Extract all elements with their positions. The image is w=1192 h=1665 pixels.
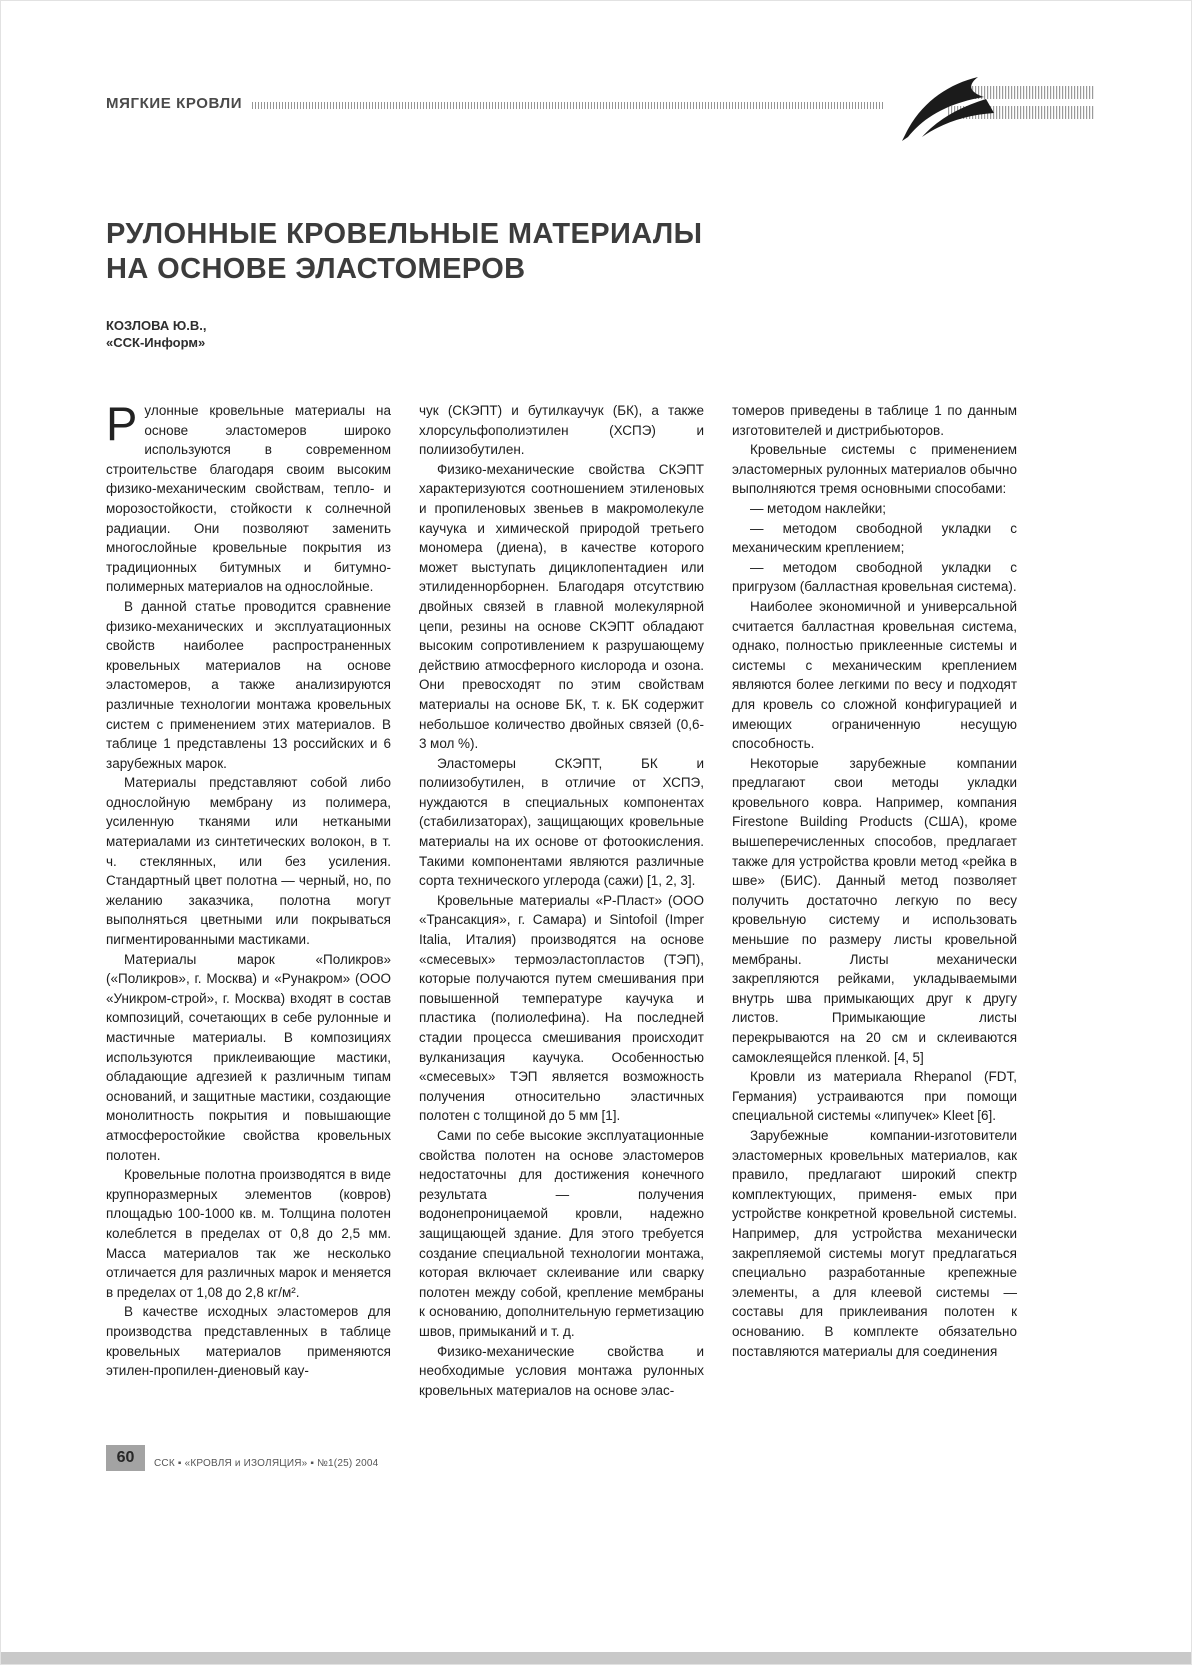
article-title-line1: РУЛОННЫЕ КРОВЕЛЬНЫЕ МАТЕРИАЛЫ	[106, 218, 703, 250]
list-item-paragraph: — методом свободной укладки с пригрузом (балластная кровельная система).	[732, 559, 1017, 595]
column-3	[732, 401, 1017, 1406]
article-title	[106, 217, 702, 287]
paragraph: Кровли из материала Rhepanol (FDT, Германия) устраиваются при помощи специальной системы «липучек» Kleet [6].	[732, 1069, 1017, 1124]
article-body	[106, 401, 1017, 1406]
paragraph: Наиболее экономичной и универсальной считается балластная кровельная система, однако, полностью приклеенные системы и системы с механическим креплением являются более легкими по весу и подходят для кровель со сложной конфигурацией и имеющих ограниченную несущую способность.	[732, 598, 1017, 752]
page-number-box	[106, 1445, 145, 1471]
column-1	[106, 401, 391, 1406]
paragraph: чук (СКЭПТ) и бутилкаучук (БК), а также хлорсульфополиэтилен (ХСПЭ) и полиизобутилен.	[419, 403, 704, 458]
author-block	[106, 317, 206, 351]
footer-imprint: ССК ▪ «КРОВЛЯ и ИЗОЛЯЦИЯ» ▪ №1(25) 2004	[154, 1458, 379, 1469]
paragraph	[106, 401, 391, 597]
page-number: 60	[116, 1449, 135, 1466]
paragraph: Кровельные полотна производятся в виде крупноразмерных элементов (ковров) площадью 100-1000 кв. м. Толщина полотен колеблется в пределах от 0,8 до 2,5 мм. Масса материалов так же несколько отличается для различных марок и меняется в пределах от 1,08 до 2,8 кг/м².	[106, 1167, 391, 1300]
list-item-paragraph: — методом свободной укладки с механическим креплением;	[732, 520, 1017, 556]
paragraph: В качестве исходных эластомеров для производства представленных в таблице кровельных материалов применяются этилен-пропилен-диеновый кау-	[106, 1304, 391, 1379]
author-name: КОЗЛОВА Ю.В.,	[106, 318, 207, 333]
paragraph-text: улонные кровельные материалы на основе эластомеров широко используются в современном строительстве благодаря своим высоким физико-механическим свойствам, тепло- и морозостойкости, стойкости к солнечной радиации. Они позволяют заменить многослойные кровельные покрытия из традиционных битумных и битумно-полимерных материалов на однослойные.	[106, 403, 391, 595]
paragraph: Материалы представляют собой либо однослойную мембрану из полимера, усиленную тканями или неткаными материалами из синтетических волокон, в т. ч. стеклянных, или без усиления. Стандартный цвет полотна — черный, но, по желанию заказчика, полотна могут выполняться цветными или покрываться пигментированными мастиками.	[106, 775, 391, 948]
article-title-line2: НА ОСНОВЕ ЭЛАСТОМЕРОВ	[106, 253, 526, 285]
bottom-edge-strip	[1, 1652, 1191, 1664]
paragraph: Кровельные системы с применением эластомерных рулонных материалов обычно выполняются тремя основными способами:	[732, 442, 1017, 497]
paragraph: Физико-механические свойства СКЭПТ характеризуются соотношением этиленовых и пропиленовых звеньев в макромолекуле каучука и химической природой третьего мономера (диена), в качестве которого может выступать дициклопентадиен или этилиденнорборнен. Благодаря отсутствию двойных связей в главной молекулярной цепи, резины на основе СКЭПТ обладают высоким сопротивлением к разрушающему действию атмосферного кислорода и озона. Они превосходят по этим свойствам материалы на основе БК, т. к. БК содержит небольшое количество двойных связей (0,6-3 мол %).	[419, 461, 704, 752]
paragraph: Материалы марок «Поликров» («Поликров», г. Москва) и «Рунакром» (ООО «Уникром-строй», г. Москва) входят в состав композиций, сочетающих в себе рулонные и мастичные материалы. В композициях используются приклеивающие мастики, обладающие адгезией к различным типам оснований, и защитные мастики, создающие монолитность покрытия и повышающие атмосферостойкие свойства кровельных полотен.	[106, 951, 391, 1163]
paragraph: Кровельные материалы «Р-Пласт» (ООО «Трансакция», г. Самара) и Sintofoil (Imper Italia, Италия) производятся на основе «смесевых» термоэластопластов (ТЭП), которые получаются путем смешивания при повышенной температуре каучука и пластика (полиолефина). На последней стадии процесса смешивания происходит вулканизация каучука. Особенностью «смесевых» ТЭП является возможность получения относительно эластичных полотен с толщиной до 5 мм [1].	[419, 892, 704, 1124]
list-item-paragraph: — методом наклейки;	[750, 500, 886, 516]
column-2	[419, 401, 704, 1406]
masthead	[106, 95, 884, 112]
header-hatch-rule	[252, 102, 884, 109]
page-footer	[106, 1445, 378, 1471]
section-header: МЯГКИЕ КРОВЛИ	[106, 95, 243, 112]
paragraph: томеров приведены в таблице 1 по данным изготовителей и дистрибьюторов.	[732, 403, 1017, 438]
paragraph: Физико-механические свойства и необходимые условия монтажа рулонных кровельных материалов на основе элас-	[419, 1343, 704, 1398]
paragraph: Эластомеры СКЭПТ, БК и полиизобутилен, в отличие от ХСПЭ, нуждаются в специальных компонентах (стабилизаторах), защищающих кровельные материалы на их основе от фотоокисления. Такими компонентами являются различные сорта технического углерода (сажи) [1, 2, 3].	[419, 755, 704, 889]
paragraph: В данной статье проводится сравнение физико-механических и эксплуатационных свойств наиболее распространенных кровельных материалов на основе эластомеров, а также анализируются различные технологии монтажа кровельных систем с применением этих материалов. В таблице 1 представлены 13 российских и 6 зарубежных марок.	[106, 598, 391, 771]
dropcap: Р	[106, 401, 138, 450]
publisher-swoosh-logo-icon	[894, 77, 1094, 141]
author-affiliation: «ССК-Информ»	[106, 335, 206, 350]
paragraph: Зарубежные компании-изготовители эластомерных кровельных материалов, как правило, предлагают широкий спектр комплектующих, применя- емых при устройстве конкретной кровельной системы. Например, для устройства механически закрепляемой системы могут предлагаться специально разработанные крепежные элементы, а для клеевой системы — составы для приклеивания полотен к основанию. В комплекте обязательно поставляются материалы для соединения	[732, 1127, 1017, 1359]
paragraph: Сами по себе высокие эксплуатационные свойства полотен на основе эластомеров недостаточны для достижения конечного результата — получения водонепроницаемой кровли, надежно защищающей здание. Для этого требуется создание специальной технологии монтажа, которая включает склеивание или сварку полотен между собой, крепление мембраны к основанию, дополнительную герметизацию швов, примыканий и т. д.	[419, 1127, 704, 1339]
paragraph: Некоторые зарубежные компании предлагают свои методы укладки кровельного ковра. Например, компания Firestone Building Products (США), кроме вышеперечисленных способов, предлагает также для устройства кровли метод «рейка в шве» (БИС). Данный метод позволяет получить достаточно легкую по весу кровельную систему и использовать меньшие по размеру листы кровельной мембраны. Листы механически закрепляются рейками, укладываемыми внутрь шва примыкающих друг к другу листов. Примыкающие листы перекрываются на 20 см и склеиваются самоклеящейся пленкой. [4, 5]	[732, 755, 1017, 1065]
